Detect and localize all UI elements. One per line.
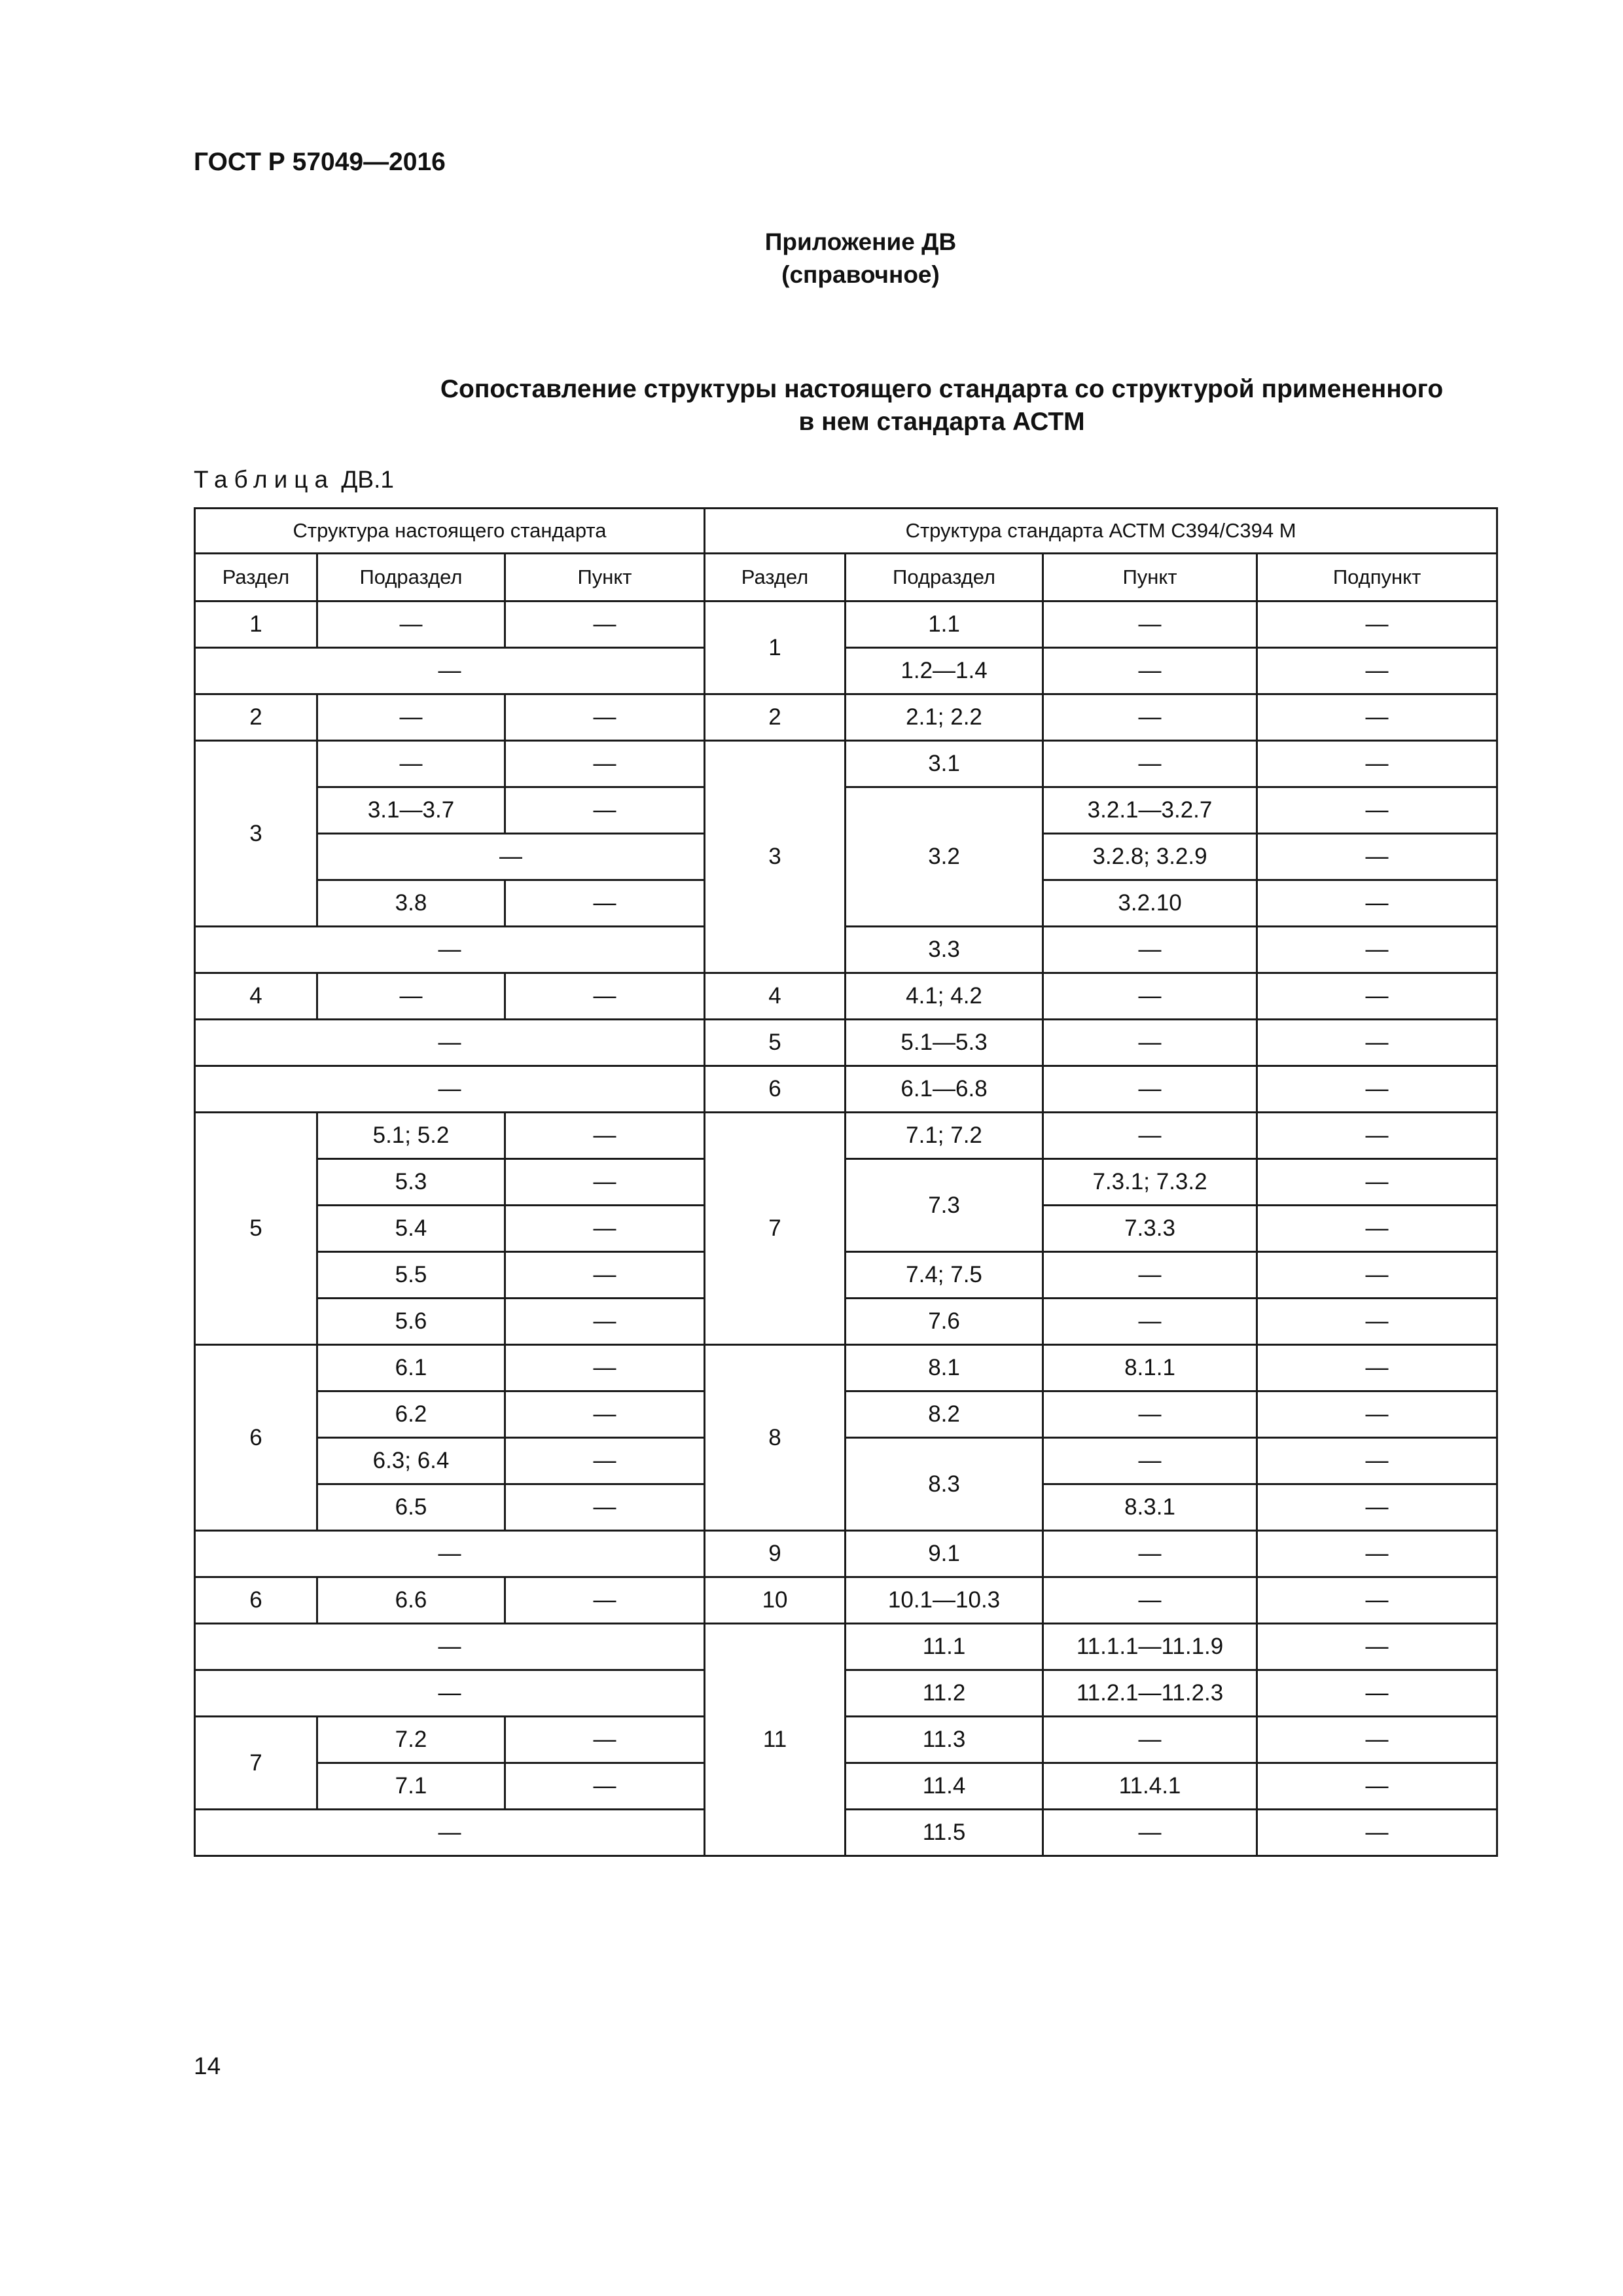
- table-cell: 3.1: [846, 741, 1043, 787]
- table-cell: —: [1043, 648, 1257, 694]
- table-header-group-row: [195, 509, 1497, 554]
- table-cell: 8.3.1: [1043, 1484, 1257, 1531]
- table-cell: —: [1043, 1391, 1257, 1438]
- table-cell: —: [1257, 787, 1497, 834]
- table-cell: —: [1043, 694, 1257, 741]
- table-cell: —: [1257, 834, 1497, 880]
- table-row: [195, 648, 1497, 694]
- table-row: [195, 1438, 1497, 1484]
- table-cell: 3.2.1—3.2.7: [1043, 787, 1257, 834]
- table-row: [195, 1531, 1497, 1577]
- table-cell: —: [1257, 648, 1497, 694]
- table-cell: 6.3; 6.4: [317, 1438, 505, 1484]
- table-cell: 2: [195, 694, 317, 741]
- table-cell: —: [195, 1020, 705, 1066]
- table-cell: 6: [195, 1345, 317, 1531]
- table-cell: —: [1257, 1484, 1497, 1531]
- table-row: [195, 1345, 1497, 1391]
- table-cell: —: [1043, 1113, 1257, 1159]
- table-cell: —: [1257, 1159, 1497, 1206]
- table-cell: —: [1257, 1066, 1497, 1113]
- table-cell: —: [195, 1810, 705, 1856]
- table-cell: —: [1257, 1810, 1497, 1856]
- table-cell: —: [505, 787, 705, 834]
- header-cell: Подпункт: [1257, 554, 1497, 601]
- table-cell: 6: [195, 1577, 317, 1624]
- table-cell: 7.2: [317, 1717, 505, 1763]
- table-cell: —: [1257, 1391, 1497, 1438]
- table-row: [195, 1577, 1497, 1624]
- table-cell: —: [1257, 741, 1497, 787]
- table-header-row: [195, 554, 1497, 601]
- table-cell: 5: [195, 1113, 317, 1345]
- table-cell: —: [1257, 601, 1497, 648]
- table-cell: —: [505, 1159, 705, 1206]
- table-row: [195, 1252, 1497, 1299]
- table-cell: 7.4; 7.5: [846, 1252, 1043, 1299]
- table-cell: —: [505, 601, 705, 648]
- table-cell: —: [1257, 1577, 1497, 1624]
- table-row: [195, 1670, 1497, 1717]
- table-cell: —: [505, 973, 705, 1020]
- table-cell: —: [1043, 1252, 1257, 1299]
- table-cell: —: [1257, 694, 1497, 741]
- table-cell: —: [505, 1577, 705, 1624]
- table-cell: —: [1257, 1206, 1497, 1252]
- table-cell: 3: [705, 741, 846, 973]
- table-cell: —: [505, 741, 705, 787]
- header-left-group: Структура настоящего стандарта: [195, 509, 705, 554]
- table-row: [195, 694, 1497, 741]
- table-cell: 7.6: [846, 1299, 1043, 1345]
- table-cell: 7: [705, 1113, 846, 1345]
- table-row: [195, 1066, 1497, 1113]
- table-cell: —: [505, 1484, 705, 1531]
- table-cell: 9.1: [846, 1531, 1043, 1577]
- table-row: [195, 1391, 1497, 1438]
- table-cell: 3.3: [846, 927, 1043, 973]
- table-cell: —: [1257, 973, 1497, 1020]
- table-cell: —: [1043, 601, 1257, 648]
- table-cell: 11.2: [846, 1670, 1043, 1717]
- table-cell: —: [195, 1066, 705, 1113]
- title-line-2: в нем стандарта АСТМ: [798, 408, 1085, 436]
- header-cell: Подраздел: [317, 554, 505, 601]
- table-cell: —: [505, 1252, 705, 1299]
- table-cell: 3: [195, 741, 317, 927]
- table-cell: 5.1—5.3: [846, 1020, 1043, 1066]
- appendix-title: Приложение ДВ: [764, 228, 957, 255]
- table-row: [195, 787, 1497, 834]
- table-cell: 2.1; 2.2: [846, 694, 1043, 741]
- table-cell: —: [1043, 1438, 1257, 1484]
- table-cell: 10.1—10.3: [846, 1577, 1043, 1624]
- table-row: [195, 1763, 1497, 1810]
- table-cell: —: [1257, 1020, 1497, 1066]
- table-cell: —: [1257, 1252, 1497, 1299]
- table-row: [195, 601, 1497, 648]
- table-cell: 5: [705, 1020, 846, 1066]
- table-cell: —: [505, 1717, 705, 1763]
- header-cell: Подраздел: [846, 554, 1043, 601]
- header-right-group: Структура стандарта АСТМ C394/C394 M: [705, 509, 1497, 554]
- table-cell: —: [1043, 1531, 1257, 1577]
- table-cell: —: [195, 1531, 705, 1577]
- table-cell: 10: [705, 1577, 846, 1624]
- table-cell: 3.1—3.7: [317, 787, 505, 834]
- table-row: [195, 927, 1497, 973]
- table-cell: 4.1; 4.2: [846, 973, 1043, 1020]
- table-cell: —: [1257, 1763, 1497, 1810]
- table-cell: 5.5: [317, 1252, 505, 1299]
- table-cell: —: [1043, 973, 1257, 1020]
- table-cell: 7.1; 7.2: [846, 1113, 1043, 1159]
- table-cell: —: [1043, 1577, 1257, 1624]
- table-cell: 5.6: [317, 1299, 505, 1345]
- table-cell: 11.1.1—11.1.9: [1043, 1624, 1257, 1670]
- table-cell: 4: [195, 973, 317, 1020]
- table-cell: 4: [705, 973, 846, 1020]
- appendix-heading: [0, 226, 1623, 291]
- table-cell: —: [317, 834, 705, 880]
- table-cell: —: [317, 973, 505, 1020]
- table-cell: 1.2—1.4: [846, 648, 1043, 694]
- header-cell: Раздел: [705, 554, 846, 601]
- table-cell: 1.1: [846, 601, 1043, 648]
- table-cell: —: [505, 1299, 705, 1345]
- table-cell: —: [1257, 1438, 1497, 1484]
- table-cell: —: [505, 880, 705, 927]
- table-cell: —: [505, 1763, 705, 1810]
- table-cell: —: [1043, 741, 1257, 787]
- table-cell: —: [505, 1438, 705, 1484]
- table-caption-word: Таблица: [194, 466, 335, 493]
- table-cell: —: [1257, 1531, 1497, 1577]
- table-cell: —: [1257, 927, 1497, 973]
- table-cell: 11.4: [846, 1763, 1043, 1810]
- table-cell: —: [1257, 1345, 1497, 1391]
- table-cell: 6.6: [317, 1577, 505, 1624]
- table-cell: —: [1043, 1066, 1257, 1113]
- page-number: 14: [194, 2053, 221, 2079]
- table-cell: —: [317, 741, 505, 787]
- table-cell: 8.1.1: [1043, 1345, 1257, 1391]
- title-line-1: Сопоставление структуры настоящего стандарта со структурой примененного: [440, 375, 1444, 403]
- table-row: [195, 741, 1497, 787]
- document-title: [194, 373, 1623, 439]
- table-cell: —: [505, 1206, 705, 1252]
- header-cell: Пункт: [1043, 554, 1257, 601]
- table-cell: —: [505, 1391, 705, 1438]
- table-cell: —: [1257, 880, 1497, 927]
- table-cell: 8.3: [846, 1438, 1043, 1531]
- table-cell: 1: [705, 601, 846, 694]
- table-row: [195, 1113, 1497, 1159]
- table-cell: 5.3: [317, 1159, 505, 1206]
- table-cell: 11.2.1—11.2.3: [1043, 1670, 1257, 1717]
- header-cell: Пункт: [505, 554, 705, 601]
- table-cell: 6.5: [317, 1484, 505, 1531]
- table-cell: 7.1: [317, 1763, 505, 1810]
- table-cell: —: [317, 694, 505, 741]
- table-cell: 8.2: [846, 1391, 1043, 1438]
- table-cell: —: [505, 694, 705, 741]
- table-row: [195, 1299, 1497, 1345]
- table-row: [195, 1020, 1497, 1066]
- table-cell: —: [195, 648, 705, 694]
- table-cell: —: [195, 927, 705, 973]
- document-code: ГОСТ Р 57049—2016: [194, 148, 446, 176]
- table-cell: 5.4: [317, 1206, 505, 1252]
- table-row: [195, 1624, 1497, 1670]
- header-cell: Раздел: [195, 554, 317, 601]
- table-cell: 11.4.1: [1043, 1763, 1257, 1810]
- table-cell: 7: [195, 1717, 317, 1810]
- table-cell: 7.3.3: [1043, 1206, 1257, 1252]
- comparison-table: [194, 507, 1498, 1857]
- table-cell: —: [1257, 1299, 1497, 1345]
- table-cell: —: [1257, 1624, 1497, 1670]
- table-cell: 11.3: [846, 1717, 1043, 1763]
- table-row: [195, 1159, 1497, 1206]
- table-cell: —: [505, 1113, 705, 1159]
- table-cell: —: [1257, 1670, 1497, 1717]
- table-cell: —: [1257, 1717, 1497, 1763]
- table-cell: 11.1: [846, 1624, 1043, 1670]
- table-cell: —: [1043, 1810, 1257, 1856]
- table-caption: [194, 466, 394, 493]
- table-cell: 3.8: [317, 880, 505, 927]
- table-cell: 9: [705, 1531, 846, 1577]
- table-cell: 3.2: [846, 787, 1043, 927]
- table-cell: 7.3.1; 7.3.2: [1043, 1159, 1257, 1206]
- table-cell: 5.1; 5.2: [317, 1113, 505, 1159]
- table-cell: 6.1—6.8: [846, 1066, 1043, 1113]
- table-cell: —: [317, 601, 505, 648]
- table-cell: 1: [195, 601, 317, 648]
- table-cell: 6.2: [317, 1391, 505, 1438]
- table-row: [195, 1717, 1497, 1763]
- table-cell: 6: [705, 1066, 846, 1113]
- table-cell: 3.2.10: [1043, 880, 1257, 927]
- table-row: [195, 973, 1497, 1020]
- table-cell: —: [1043, 1717, 1257, 1763]
- table-cell: —: [1043, 1299, 1257, 1345]
- table-cell: 8: [705, 1345, 846, 1531]
- table-cell: 6.1: [317, 1345, 505, 1391]
- table-cell: 7.3: [846, 1159, 1043, 1252]
- table-caption-number: ДВ.1: [341, 466, 394, 493]
- table-cell: 11.5: [846, 1810, 1043, 1856]
- table-cell: —: [1043, 927, 1257, 973]
- table-cell: —: [1257, 1113, 1497, 1159]
- table-cell: 3.2.8; 3.2.9: [1043, 834, 1257, 880]
- table-cell: —: [505, 1345, 705, 1391]
- table-row: [195, 1810, 1497, 1856]
- table-cell: —: [195, 1624, 705, 1670]
- table-cell: 2: [705, 694, 846, 741]
- table-cell: —: [1043, 1020, 1257, 1066]
- table-cell: 11: [705, 1624, 846, 1856]
- table-cell: 8.1: [846, 1345, 1043, 1391]
- table-cell: —: [195, 1670, 705, 1717]
- appendix-subtitle: (справочное): [781, 261, 940, 288]
